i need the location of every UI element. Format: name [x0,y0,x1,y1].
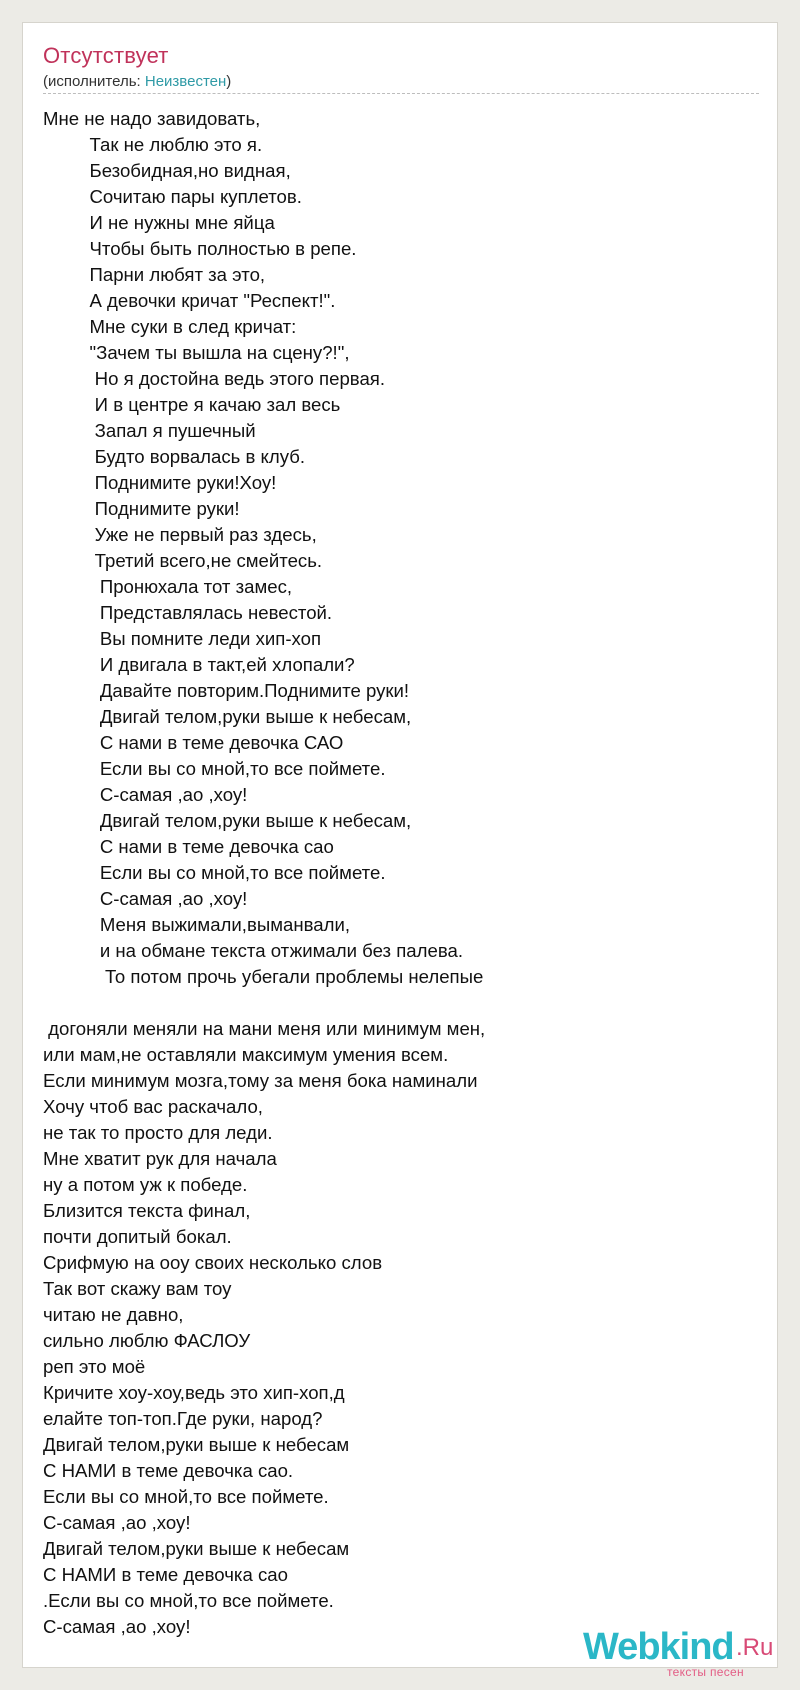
artist-suffix: ) [226,73,232,90]
lyric-line: Сочитаю пары куплетов. [43,186,302,207]
lyric-line: С НАМИ в теме девочка сао. [43,1460,294,1481]
lyric-line: не так то просто для леди. [43,1122,273,1143]
lyric-line: С НАМИ в теме девочка сао [43,1564,288,1585]
lyric-line: И двигала в такт,ей хлопали? [43,654,355,675]
lyric-line: Будто ворвалась в клуб. [43,446,306,467]
logo-wordmark: Webkind [583,1626,734,1668]
artist-line [43,73,231,90]
lyric-line: или мам,не оставляли максимум умения всем. [43,1044,449,1065]
lyric-line: С нами в теме девочка сао [43,836,334,857]
lyrics-card [22,22,778,1679]
lyric-line: Двигай телом,руки выше к небесам [43,1538,350,1559]
lyric-line: Так не люблю это я. [43,134,263,155]
lyric-line: Представлялась невестой. [43,602,333,623]
lyric-line: Мне не надо завидовать, [43,108,261,129]
lyric-line: С-самая ,ао ,хоу! [43,1512,191,1533]
lyric-line: реп это моё [43,1356,146,1377]
lyric-line: сильно люблю ФАСЛОУ [43,1330,251,1351]
lyric-line: Так вот скажу вам тоу [43,1278,232,1299]
lyric-line: ну а потом уж к победе. [43,1174,248,1195]
lyric-line: почти допитый бокал. [43,1226,232,1247]
lyric-line: "Зачем ты вышла на сцену?!", [43,342,350,363]
lyric-line: Двигай телом,руки выше к небесам, [43,810,412,831]
lyric-line: Безобидная,но видная, [43,160,291,181]
lyric-line [43,990,743,1016]
lyric-line: Двигай телом,руки выше к небесам, [43,706,412,727]
lyric-line: С нами в теме девочка САО [43,732,344,753]
lyric-line: Двигай телом,руки выше к небесам [43,1434,350,1455]
lyric-line: Но я достойна ведь этого первая. [43,368,386,389]
lyric-line: Кричите хоу-хоу,ведь это хип-хоп,д [43,1382,345,1403]
lyric-line: А девочки кричат "Респект!". [43,290,336,311]
lyric-line: И в центре я качаю зал весь [43,394,341,415]
lyric-line: Поднимите руки!Хоу! [43,472,277,493]
lyric-line: С-самая ,ао ,хоу! [43,1616,191,1637]
lyric-line: Если вы со мной,то все поймете. [43,1486,329,1507]
lyric-line: С-самая ,ао ,хоу! [43,784,248,805]
webkind-logo[interactable] [583,1625,773,1685]
lyric-line: Мне хватит рук для начала [43,1148,277,1169]
lyric-line: Уже не первый раз здесь, [43,524,317,545]
lyric-line: Поднимите руки! [43,498,240,519]
song-title: Отсутствует [43,43,169,68]
lyric-line: И не нужны мне яйца [43,212,275,233]
lyric-line: Срифмую на оoу своих несколько слов [43,1252,383,1273]
lyric-line: читаю не давно, [43,1304,184,1325]
title-divider [43,93,759,94]
lyric-line: Если вы со мной,то все поймете. [43,758,386,779]
lyric-line: То потом прочь убегали проблемы нелепые [43,966,484,987]
lyric-line: елайте топ-топ.Где руки, народ? [43,1408,323,1429]
artist-link[interactable]: Неизвестен [144,73,227,90]
lyric-line: Парни любят за это, [43,264,266,285]
lyric-line: Третий всего,не смейтесь. [43,550,323,571]
lyric-line: Если минимум мозга,тому за меня бока наминали [43,1070,478,1091]
logo-tld: .Ru [736,1634,774,1661]
lyrics-text [43,106,743,1640]
lyric-line: .Если вы со мной,то все поймете. [43,1590,334,1611]
lyric-line: Пронюхала тот замес, [43,576,293,597]
lyric-line: Хочу чтоб вас раскачало, [43,1096,263,1117]
lyric-line: С-самая ,ао ,хоу! [43,888,248,909]
lyric-line: Если вы со мной,то все поймете. [43,862,386,883]
lyric-line: Вы помните леди хип-хоп [43,628,322,649]
lyric-line: Меня выжимали,выманвали, [43,914,351,935]
lyric-line: Мне суки в след кричат: [43,316,297,337]
lyric-line: догоняли меняли на мани меня или минимум мен, [43,1018,486,1039]
logo-subtitle: тексты песен [667,1665,744,1679]
lyric-line: Чтобы быть полностью в репе. [43,238,357,259]
lyric-line: и на обмане текста отжимали без палева. [43,940,463,961]
lyric-line: Близится текста финал, [43,1200,251,1221]
lyric-line: Запал я пушечный [43,420,256,441]
lyric-line: Давайте повторим.Поднимите руки! [43,680,410,701]
artist-prefix: (исполнитель: [43,73,145,90]
